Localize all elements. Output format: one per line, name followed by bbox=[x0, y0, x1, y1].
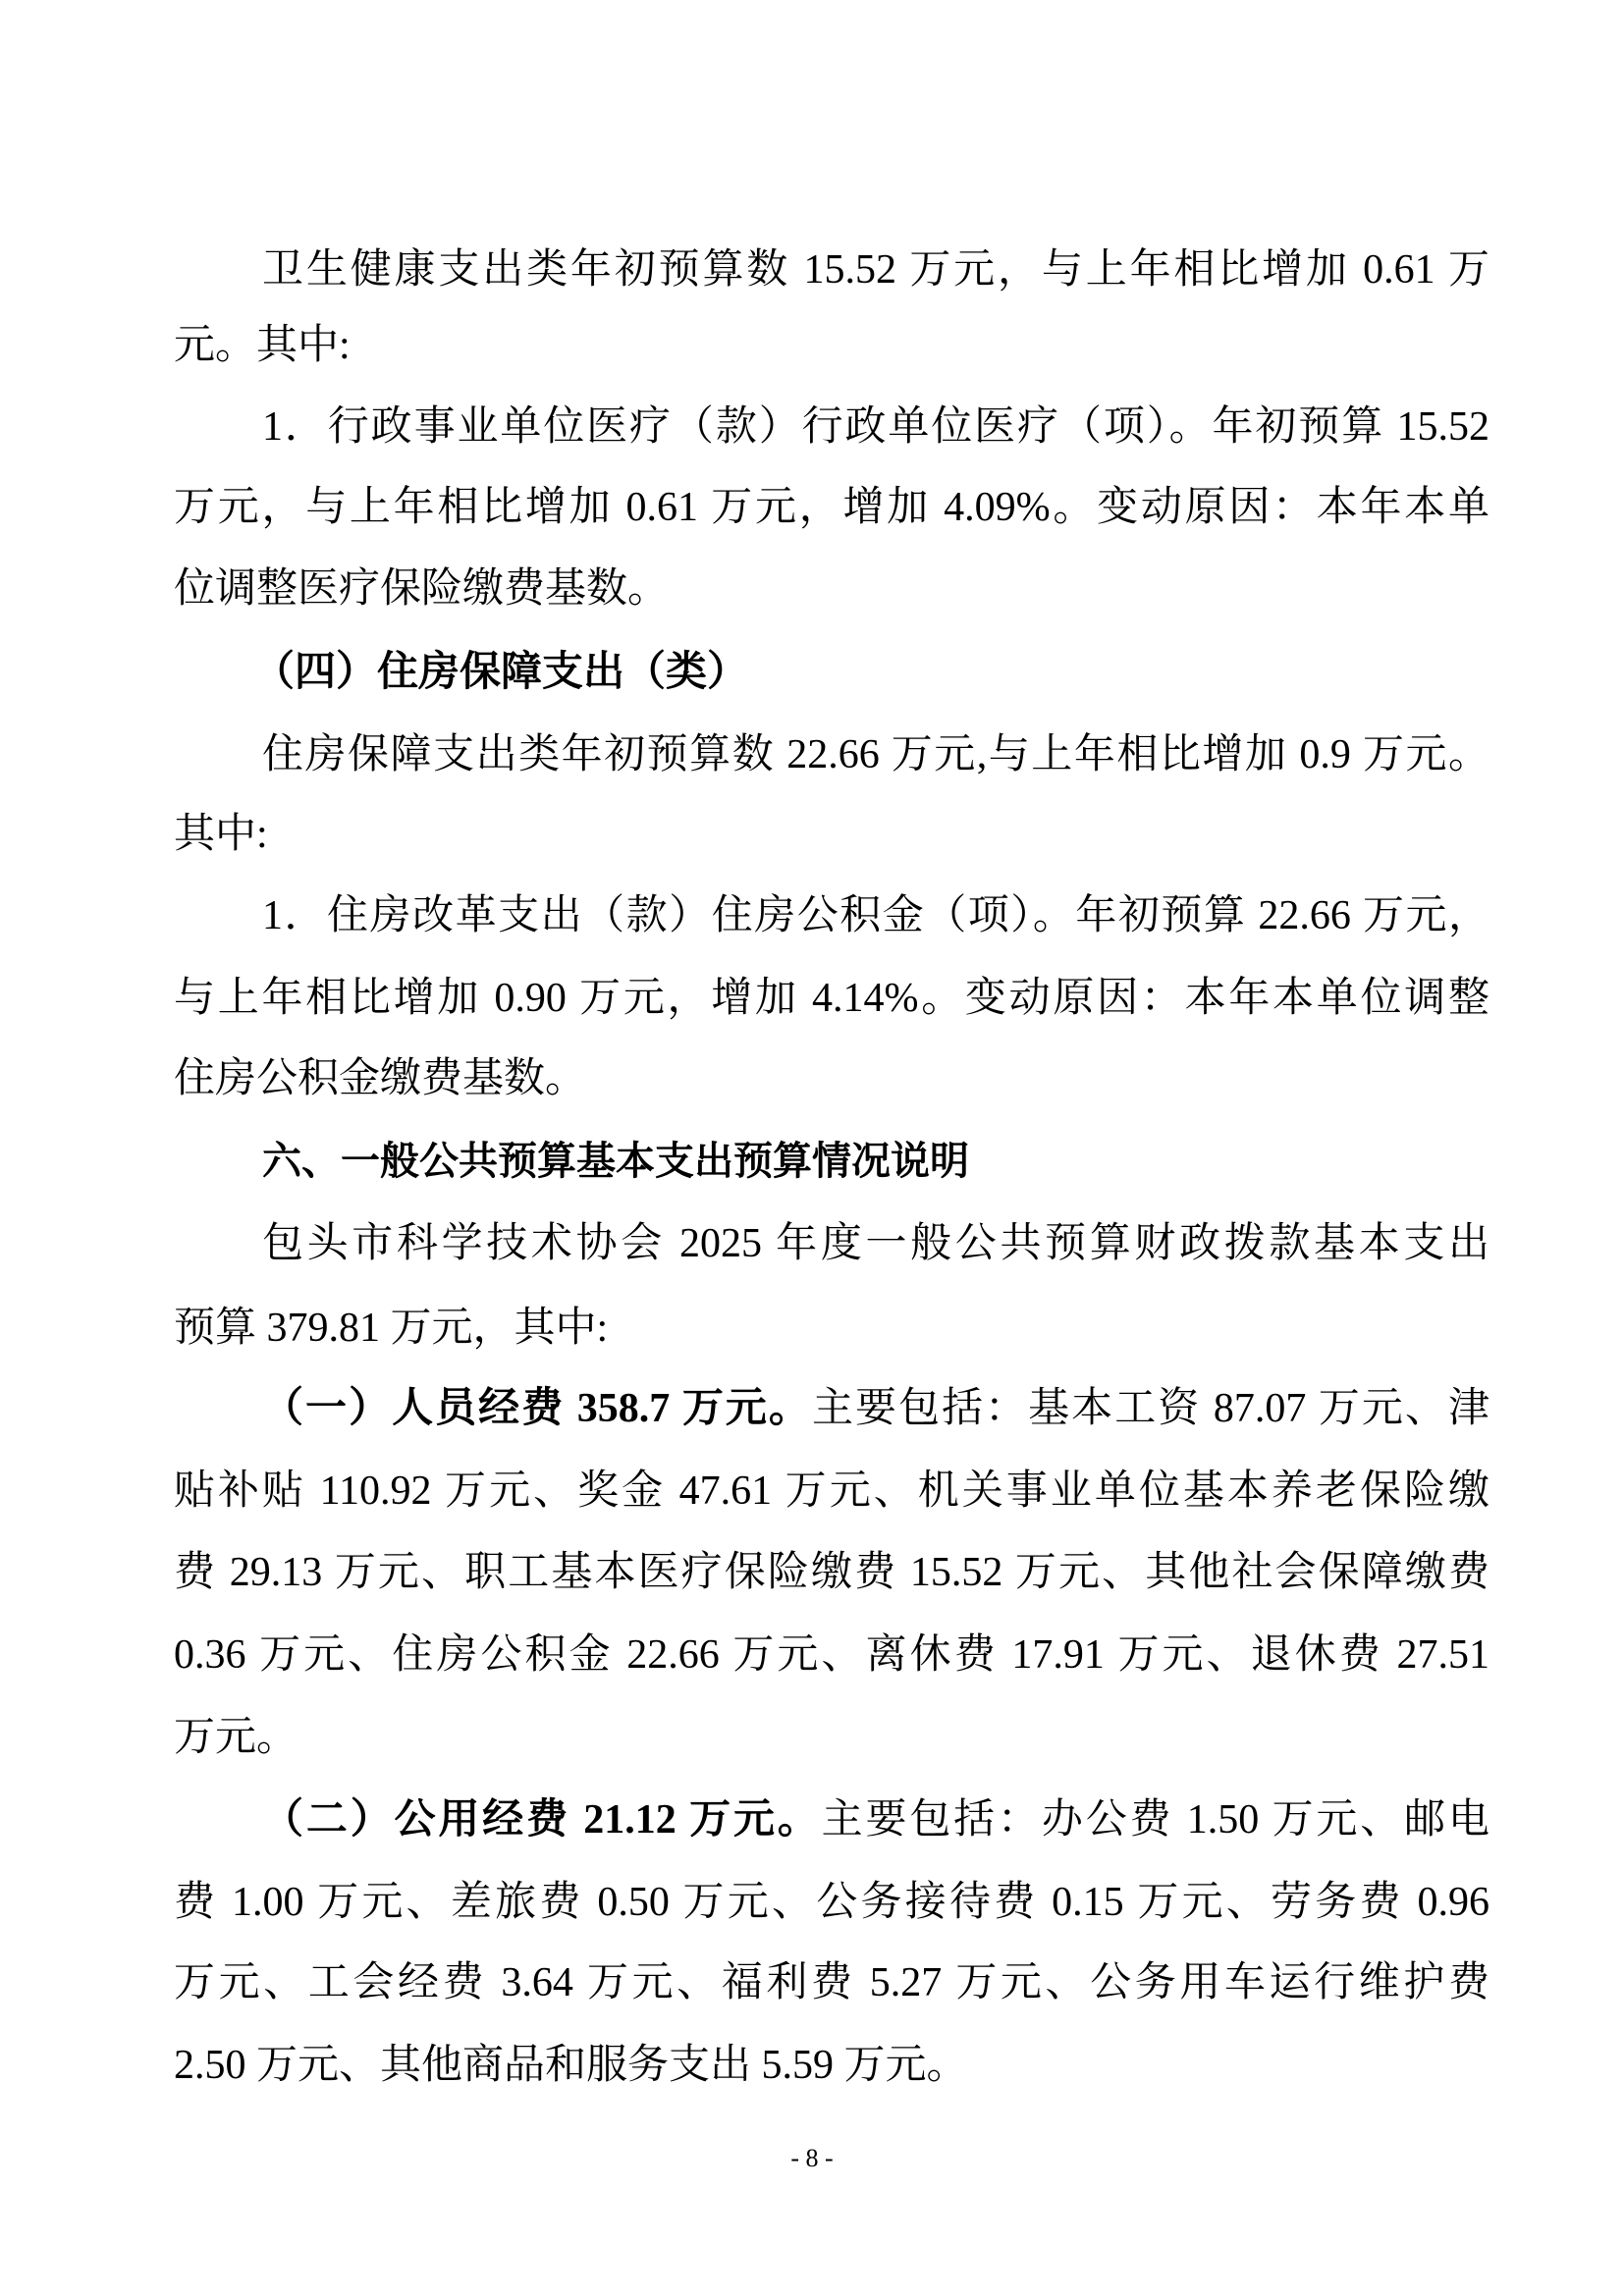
paragraph-line: 住房公积金缴费基数。 bbox=[174, 1056, 587, 1101]
section-heading-housing: （四）住房保障支出（类） bbox=[253, 650, 749, 695]
public-expense-text: 主要包括：办公费 1.50 万元、邮电 bbox=[821, 1797, 1489, 1842]
paragraph-line: 费 29.13 万元、职工基本医疗保险缴费 15.52 万元、其他社会保障缴费 bbox=[174, 1550, 1489, 1595]
paragraph-line: 费 1.00 万元、差旅费 0.50 万元、公务接待费 0.15 万元、劳务费 0.96 bbox=[174, 1880, 1489, 1925]
paragraph-line: 与上年相比增加 0.90 万元，增加 4.14%。变动原因：本年本单位调整 bbox=[174, 976, 1489, 1021]
section-heading-six: 六、一般公共预算基本支出预算情况说明 bbox=[262, 1139, 969, 1184]
paragraph-line: 0.36 万元、住房公积金 22.66 万元、离休费 17.91 万元、退休费 27.51 bbox=[174, 1632, 1489, 1678]
paragraph-line bbox=[262, 1790, 1489, 1849]
public-expense-label: （二）公用经费 21.12 万元。 bbox=[262, 1797, 822, 1842]
paragraph-line: 万元，与上年相比增加 0.61 万元，增加 4.09%。变动原因：本年本单 bbox=[174, 485, 1489, 530]
paragraph-line: 预算 379.81 万元，其中: bbox=[174, 1306, 609, 1351]
paragraph-line: 住房保障支出类年初预算数 22.66 万元,与上年相比增加 0.9 万元。 bbox=[262, 732, 1489, 777]
paragraph-line: 1．住房改革支出（款）住房公积金（项）。年初预算 22.66 万元， bbox=[262, 893, 1489, 938]
paragraph-line: 万元。 bbox=[174, 1715, 298, 1760]
paragraph-line: 其中: bbox=[174, 812, 268, 857]
paragraph-line: 1．行政事业单位医疗（款）行政单位医疗（项）。年初预算 15.52 bbox=[262, 404, 1489, 450]
paragraph-line: 万元、工会经费 3.64 万元、福利费 5.27 万元、公务用车运行维护费 bbox=[174, 1960, 1489, 2005]
paragraph-line: 卫生健康支出类年初预算数 15.52 万元，与上年相比增加 0.61 万 bbox=[262, 247, 1489, 293]
paragraph-line: 包头市科学技术协会 2025 年度一般公共预算财政拨款基本支出 bbox=[262, 1221, 1489, 1266]
paragraph-line: 贴补贴 110.92 万元、奖金 47.61 万元、机关事业单位基本养老保险缴 bbox=[174, 1468, 1489, 1514]
personnel-expense-label: （一）人员经费 358.7 万元。 bbox=[262, 1386, 812, 1431]
paragraph-line: 元。其中: bbox=[174, 323, 351, 368]
paragraph-line bbox=[262, 1379, 1489, 1438]
paragraph-line: 2.50 万元、其他商品和服务支出 5.59 万元。 bbox=[174, 2043, 968, 2088]
personnel-expense-text: 主要包括：基本工资 87.07 万元、津 bbox=[811, 1386, 1489, 1431]
paragraph-line: 位调整医疗保险缴费基数。 bbox=[174, 566, 670, 612]
page-number: - 8 - bbox=[790, 2144, 834, 2172]
